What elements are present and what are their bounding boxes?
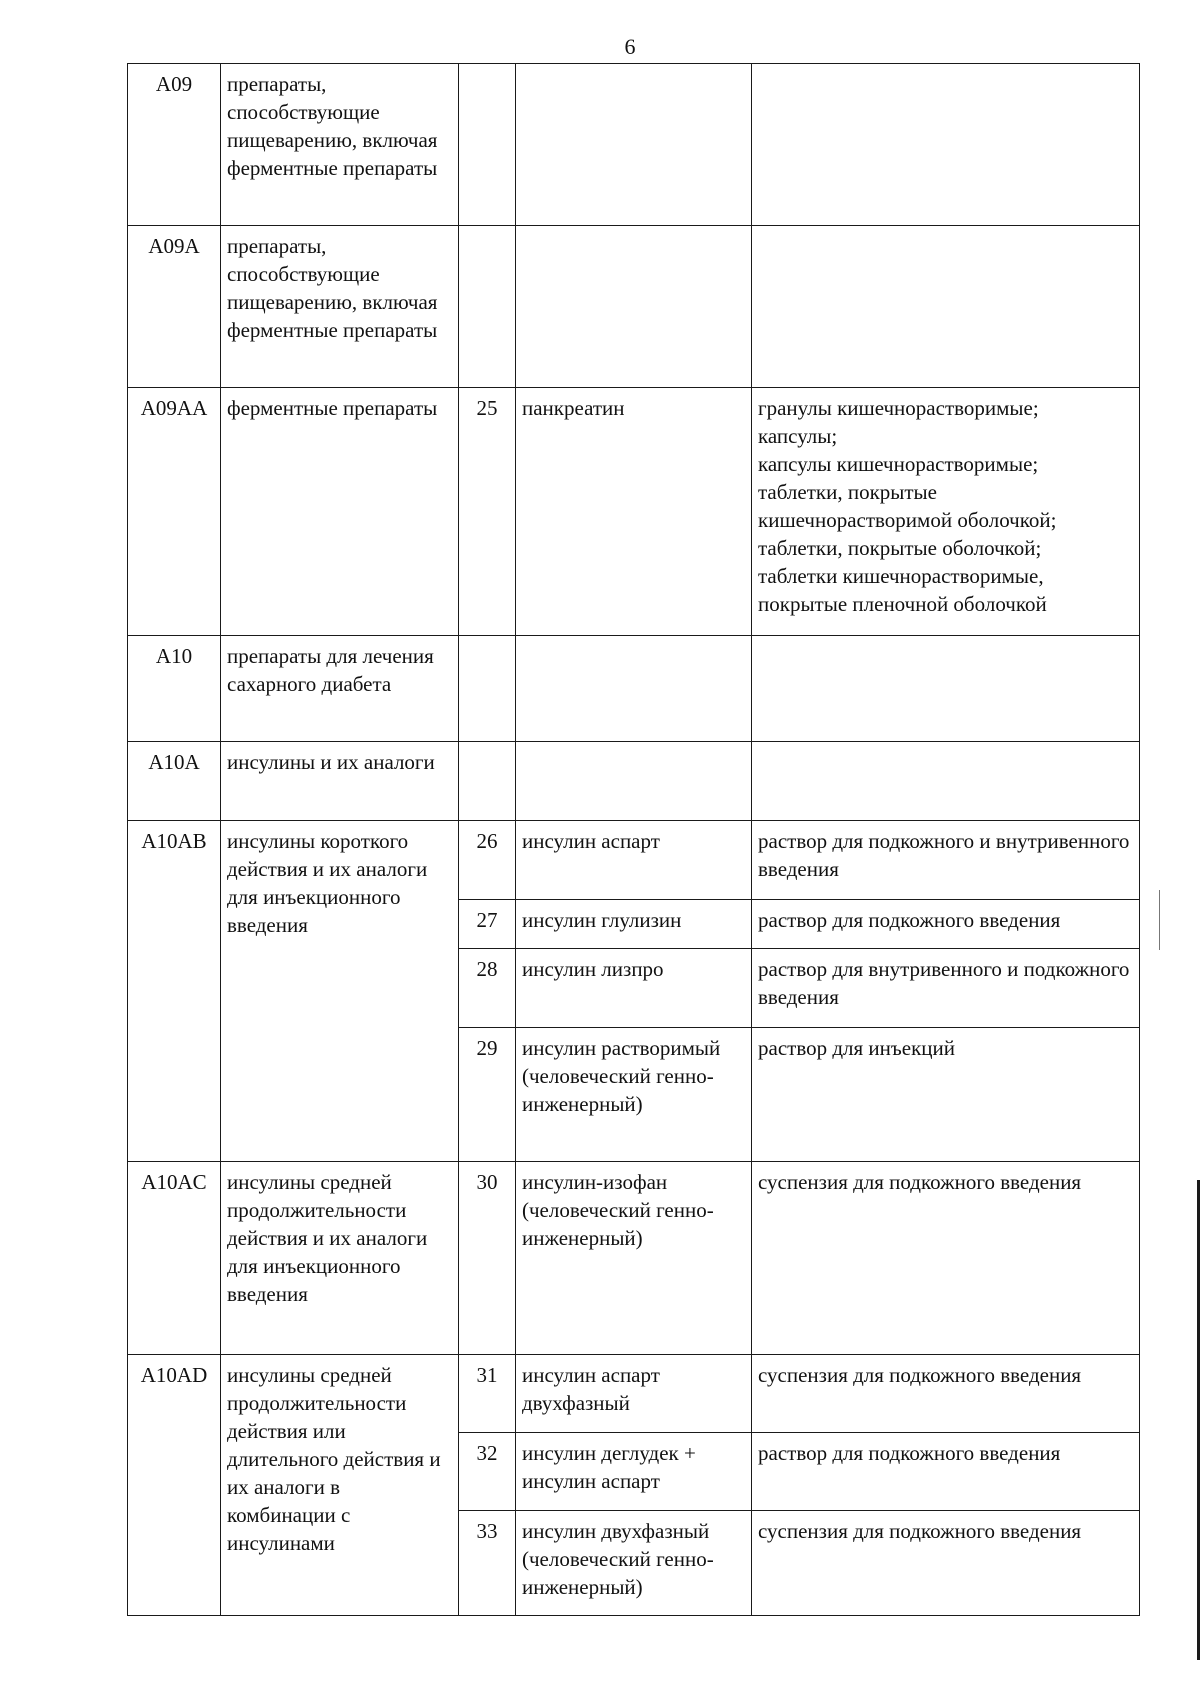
drug-name-cell: панкреатин xyxy=(516,388,752,636)
atc-code-cell: A09AA xyxy=(128,388,221,636)
dosage-form-line: капсулы; xyxy=(758,424,838,448)
drug-name-cell: инсулин лизпро xyxy=(516,949,752,1028)
drug-name-cell xyxy=(516,226,752,388)
item-number-cell: 31 xyxy=(459,1355,516,1433)
drug-name-cell xyxy=(516,742,752,821)
drug-name-cell: инсулин растворимый (человеческий генно-инженерный) xyxy=(516,1028,752,1162)
page-number: 6 xyxy=(624,34,636,59)
table-row xyxy=(128,1162,1140,1355)
item-number-cell: 30 xyxy=(459,1162,516,1355)
group-name-cell: ферментные препараты xyxy=(221,388,459,636)
table-row xyxy=(128,742,1140,821)
table-row xyxy=(128,64,1140,226)
dosage-form-line: раствор для внутривенного и подкожного введения xyxy=(758,957,1130,1009)
dosage-form-line: раствор для подкожного введения xyxy=(758,1441,1061,1465)
table-row xyxy=(128,821,1140,900)
dosage-form-line: раствор для инъекций xyxy=(758,1036,955,1060)
item-number-cell xyxy=(459,64,516,226)
group-name-cell: инсулины средней продолжительности действия и их аналоги для инъекционного введения xyxy=(221,1162,459,1355)
drug-classification-table xyxy=(127,63,1140,1616)
dosage-forms-cell xyxy=(752,388,1140,636)
table-row xyxy=(128,388,1140,636)
dosage-form-line: раствор для подкожного и внутривенного введения xyxy=(758,829,1130,881)
dosage-forms-cell xyxy=(752,1511,1140,1616)
item-number-cell: 28 xyxy=(459,949,516,1028)
dosage-form-line: таблетки, покрытые кишечнорастворимой оболочкой; xyxy=(758,480,1057,532)
item-number-cell: 27 xyxy=(459,900,516,949)
group-name-cell: препараты, способствующие пищеварению, включая ферментные препараты xyxy=(221,226,459,388)
drug-name-cell: инсулин аспарт двухфазный xyxy=(516,1355,752,1433)
scan-artifact-mark xyxy=(1159,890,1160,950)
drug-name-cell xyxy=(516,64,752,226)
dosage-forms-cell xyxy=(752,1028,1140,1162)
group-name-cell: инсулины и их аналоги xyxy=(221,742,459,821)
atc-code-cell: A10AB xyxy=(128,821,221,1162)
atc-code-cell: A09A xyxy=(128,226,221,388)
dosage-form-line: таблетки, покрытые оболочкой; xyxy=(758,536,1042,560)
dosage-form-line: таблетки кишечнорастворимые, покрытые пленочной оболочкой xyxy=(758,564,1047,616)
table-row xyxy=(128,226,1140,388)
table-row xyxy=(128,636,1140,742)
group-name-cell: инсулины средней продолжительности действия или длительного действия и их аналоги в комбинации с инсулинами xyxy=(221,1355,459,1616)
dosage-forms-cell xyxy=(752,1162,1140,1355)
item-number-cell xyxy=(459,636,516,742)
item-number-cell: 33 xyxy=(459,1511,516,1616)
dosage-forms-cell xyxy=(752,821,1140,900)
dosage-forms-cell xyxy=(752,900,1140,949)
table-row xyxy=(128,1355,1140,1433)
dosage-form-line: суспензия для подкожного введения xyxy=(758,1519,1082,1543)
drug-name-cell: инсулин деглудек + инсулин аспарт xyxy=(516,1433,752,1511)
item-number-cell: 25 xyxy=(459,388,516,636)
atc-code-cell: A09 xyxy=(128,64,221,226)
dosage-form-line: суспензия для подкожного введения xyxy=(758,1363,1082,1387)
atc-code-cell: A10AD xyxy=(128,1355,221,1616)
drug-name-cell: инсулин аспарт xyxy=(516,821,752,900)
drug-name-cell xyxy=(516,636,752,742)
dosage-forms-cell xyxy=(752,1355,1140,1433)
dosage-forms-cell xyxy=(752,949,1140,1028)
group-name-cell: препараты для лечения сахарного диабета xyxy=(221,636,459,742)
dosage-forms-cell xyxy=(752,1433,1140,1511)
item-number-cell: 26 xyxy=(459,821,516,900)
item-number-cell: 29 xyxy=(459,1028,516,1162)
atc-code-cell: A10AC xyxy=(128,1162,221,1355)
item-number-cell xyxy=(459,742,516,821)
dosage-forms-cell xyxy=(752,226,1140,388)
dosage-form-line: капсулы кишечнорастворимые; xyxy=(758,452,1039,476)
atc-code-cell: A10 xyxy=(128,636,221,742)
drug-name-cell: инсулин глулизин xyxy=(516,900,752,949)
dosage-form-line: гранулы кишечнорастворимые; xyxy=(758,396,1039,420)
dosage-form-line: раствор для подкожного введения xyxy=(758,908,1061,932)
dosage-form-line: суспензия для подкожного введения xyxy=(758,1170,1082,1194)
dosage-forms-cell xyxy=(752,64,1140,226)
group-name-cell: инсулины короткого действия и их аналоги для инъекционного введения xyxy=(221,821,459,1162)
dosage-forms-cell xyxy=(752,742,1140,821)
group-name-cell: препараты, способствующие пищеварению, включая ферментные препараты xyxy=(221,64,459,226)
dosage-forms-cell xyxy=(752,636,1140,742)
item-number-cell xyxy=(459,226,516,388)
drug-name-cell: инсулин двухфазный (человеческий генно-инженерный) xyxy=(516,1511,752,1616)
drug-name-cell: инсулин-изофан (человеческий генно-инженерный) xyxy=(516,1162,752,1355)
atc-code-cell: A10A xyxy=(128,742,221,821)
item-number-cell: 32 xyxy=(459,1433,516,1511)
